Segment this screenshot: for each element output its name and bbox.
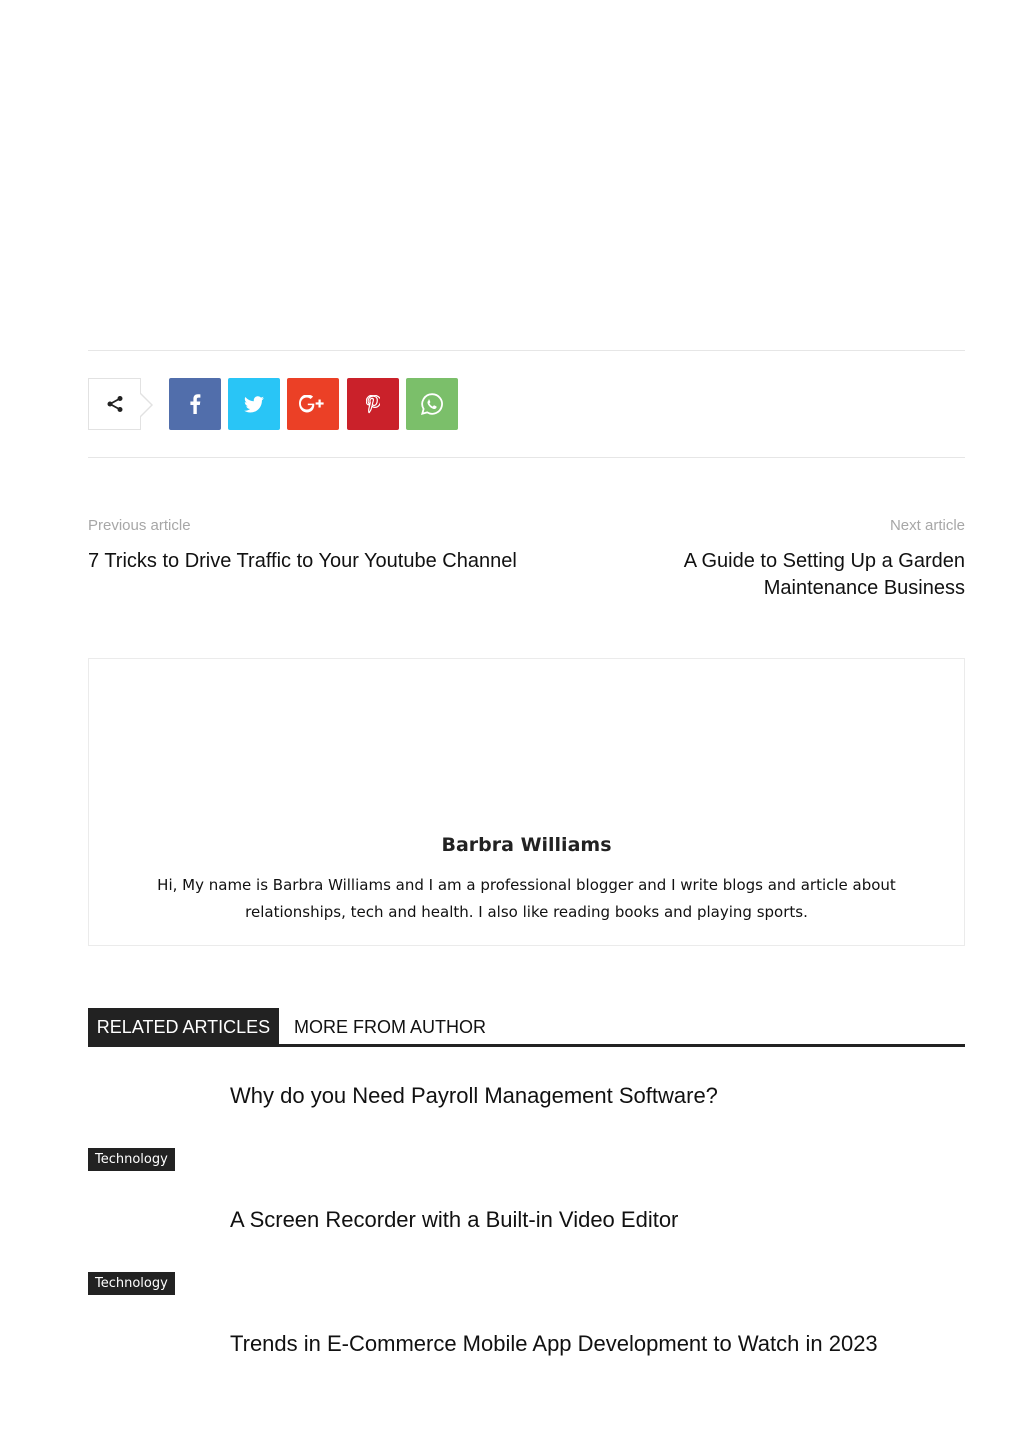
next-article-label: Next article xyxy=(889,517,965,534)
share-twitter-button[interactable] xyxy=(228,378,280,430)
share-icon xyxy=(106,395,124,413)
related-article-title[interactable]: A Screen Recorder with a Built-in Video Editor xyxy=(230,1207,679,1232)
tab-related-articles[interactable]: RELATED ARTICLES xyxy=(88,1008,279,1044)
google-plus-icon xyxy=(299,395,327,413)
previous-article-link[interactable]: 7 Tricks to Drive Traffic to Your Youtube Channel xyxy=(88,550,517,572)
author-box xyxy=(88,658,965,946)
category-badge[interactable]: Technology xyxy=(88,1148,175,1171)
related-article-title[interactable]: Trends in E-Commerce Mobile App Development to Watch in 2023 xyxy=(230,1331,878,1356)
facebook-icon xyxy=(189,394,201,414)
share-facebook-button[interactable] xyxy=(169,378,221,430)
pinterest-icon xyxy=(366,395,380,414)
related-article-title[interactable]: Why do you Need Payroll Management Software? xyxy=(230,1083,718,1108)
share-google-plus-button[interactable] xyxy=(287,378,339,430)
author-name-link[interactable]: Barbra Williams xyxy=(441,834,612,856)
category-badge[interactable]: Technology xyxy=(88,1272,175,1295)
tab-more-from-author[interactable]: MORE FROM AUTHOR xyxy=(294,1017,486,1037)
next-article-link[interactable]: A Guide to Setting Up a Garden Maintenance Business xyxy=(683,550,965,599)
related-tabs xyxy=(88,1008,965,1047)
share-pinterest-button[interactable] xyxy=(347,378,399,430)
divider-top xyxy=(88,350,965,351)
twitter-icon xyxy=(244,396,264,413)
divider-share xyxy=(88,457,965,458)
share-toggle-button[interactable] xyxy=(88,378,141,430)
share-whatsapp-button[interactable] xyxy=(406,378,458,430)
previous-article-label: Previous article xyxy=(88,517,191,534)
author-bio: Hi, My name is Barbra Williams and I am a professional blogger and I write blogs and article about relationships, tech and health. I also like reading books and playing sports. xyxy=(157,876,896,921)
whatsapp-icon xyxy=(421,393,443,415)
